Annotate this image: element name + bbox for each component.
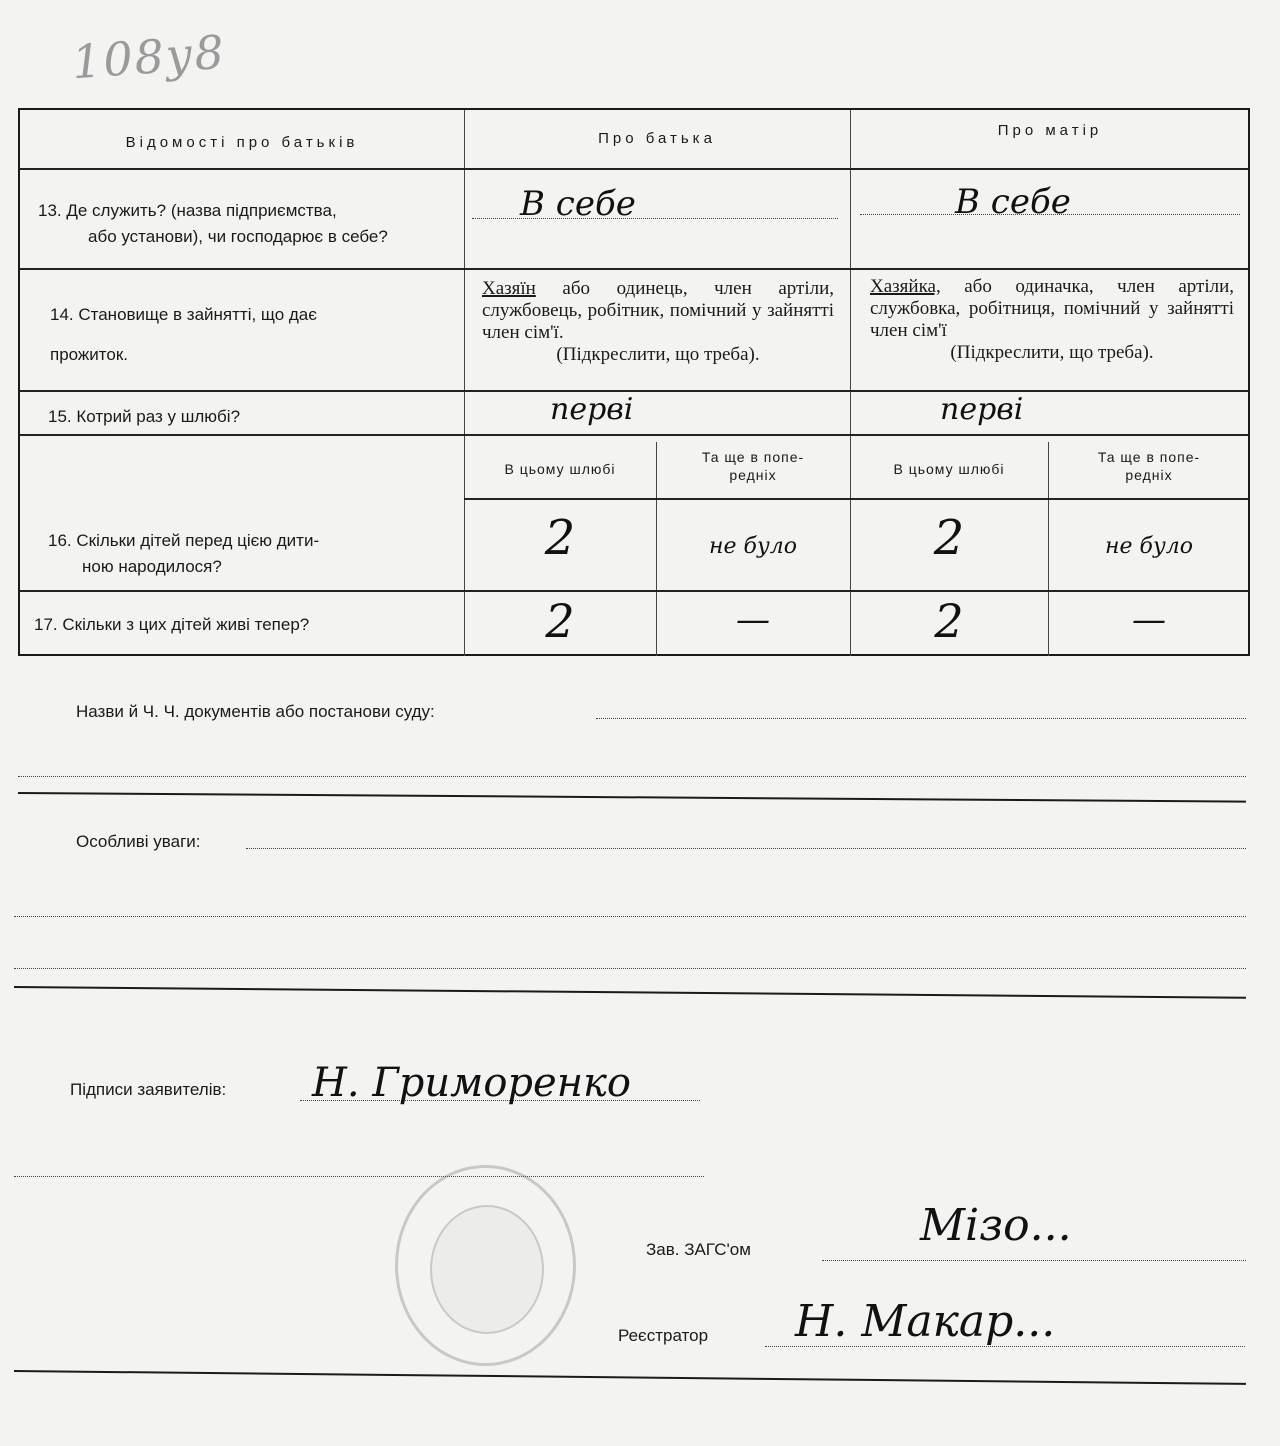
father-selected-option: Хазяїн <box>482 278 536 299</box>
divider <box>20 434 1248 436</box>
father-children-this: 2 <box>544 510 576 566</box>
mother-children-previous: не було <box>1105 534 1193 559</box>
subheader-mother-previous: Та ще в попе- редніх <box>1097 449 1201 483</box>
header-info: Відомості про батьків <box>125 134 359 151</box>
divider <box>464 498 1248 500</box>
question-17: 17. Скільки з цих дітей живі тепер? <box>34 615 310 634</box>
mother-marriage-count: перві <box>940 392 1024 427</box>
mother-children-alive-previous: — <box>1132 600 1166 640</box>
question-13: 13. Де служить? (назва підприємства, або установи), чи господарює в себе? <box>38 201 388 246</box>
archive-number: 108у8 <box>70 24 228 90</box>
father-children-previous: не було <box>709 534 797 559</box>
subheader-father-previous: Та ще в попе- редніх <box>701 449 805 483</box>
mother-children-this: 2 <box>933 510 965 566</box>
documents-label: Назви й Ч. Ч. документів або постанови суду: <box>76 702 435 721</box>
head-signature-label: Зав. ЗАГС'ом <box>646 1240 751 1259</box>
question-16: 16. Скільки дітей перед цією дити- ною народилося? <box>48 531 320 576</box>
divider <box>20 168 1248 170</box>
header-father: Про батька <box>598 130 716 147</box>
parents-info-table <box>18 108 1250 656</box>
father-workplace: В себе <box>520 184 636 224</box>
subheader-mother-this-marriage: В цьому шлюбі <box>893 461 1005 477</box>
divider <box>850 110 851 656</box>
section-separator <box>14 986 1246 999</box>
divider <box>20 390 1248 392</box>
mother-occupation-options: Хазяйка, або одиначка, член артіли, службовка, робітниця, помічний у зайнятті член сім'ї (Підкреслити, що треба). <box>870 276 1234 363</box>
stamp-emblem <box>430 1205 544 1334</box>
section-separator <box>14 1370 1246 1385</box>
remarks-field <box>246 848 1246 849</box>
mother-selected-option: Хазяйка, <box>870 276 941 297</box>
divider <box>20 268 1248 270</box>
father-children-alive-this: 2 <box>545 594 575 648</box>
father-marriage-count: перві <box>550 392 634 427</box>
section-separator <box>18 792 1246 803</box>
applicants-signature: Н. Гриморенко <box>312 1060 632 1106</box>
subheader-father-this-marriage: В цьому шлюбі <box>504 461 616 477</box>
question-15: 15. Котрий раз у шлюбі? <box>48 407 241 426</box>
father-occupation-options: Хазяїн або одинець, член артіли, службовець, робітник, помічний у зайнятті член сім'ї. (Підкреслити, що треба). <box>482 278 834 365</box>
father-children-alive-previous: — <box>736 600 770 640</box>
remarks-label: Особливі уваги: <box>76 832 201 851</box>
divider <box>20 590 1248 592</box>
mother-workplace: В себе <box>955 182 1071 222</box>
question-14: 14. Становище в зайнятті, що дає прожиток. <box>50 305 317 364</box>
applicants-signature-label: Підписи заявителів: <box>70 1080 227 1099</box>
header-mother: Про матір <box>997 122 1103 139</box>
head-signature: Мізо... <box>920 1200 1072 1251</box>
documents-field <box>596 718 1246 719</box>
registrar-signature: Н. Макар... <box>795 1296 1056 1347</box>
mother-children-alive-this: 2 <box>934 594 964 648</box>
registrar-signature-label: Реєстратор <box>618 1326 709 1345</box>
